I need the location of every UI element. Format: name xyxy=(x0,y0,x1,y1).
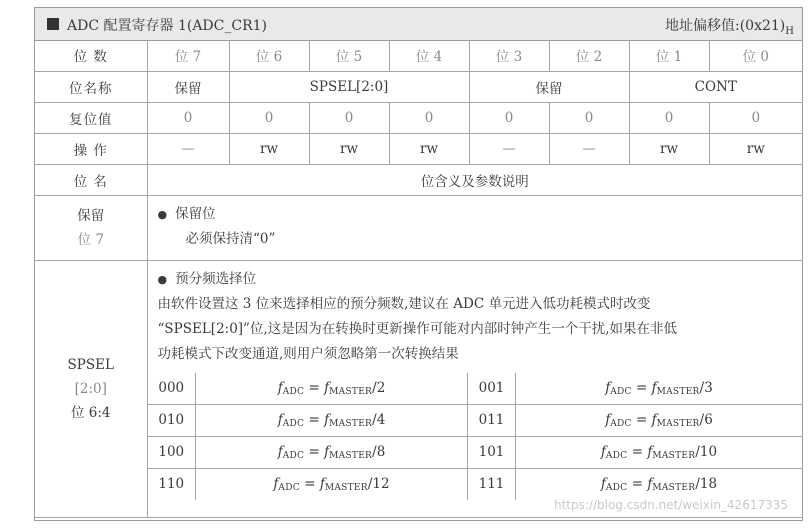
op-cell: rw xyxy=(389,133,469,164)
prescaler-code: 111 xyxy=(468,468,516,500)
op-cell: rw xyxy=(709,133,802,164)
bit-name-cell: 保留 xyxy=(469,71,629,102)
square-bullet-icon xyxy=(47,18,59,30)
bit-name-cell: 保留 xyxy=(147,71,229,102)
prescaler-code: 011 xyxy=(468,404,516,436)
prescaler-formula: $f_{ADC} = f_{MASTER}/3$ xyxy=(516,373,803,405)
bit-cell: 位 2 xyxy=(549,40,629,71)
prescaler-code: 010 xyxy=(148,404,196,436)
row-label: 位名称 xyxy=(35,71,147,102)
reserved-bit-row xyxy=(35,195,802,260)
bit-name-cell: SPSEL[2:0] xyxy=(229,71,469,102)
prescaler-code: 101 xyxy=(468,436,516,468)
reset-cell: 0 xyxy=(147,102,229,133)
reset-cell: 0 xyxy=(469,102,549,133)
bit-name-cell: CONT xyxy=(629,71,802,102)
watermark: https://blog.csdn.net/weixin_42617335 xyxy=(553,498,788,512)
row-label: 复位值 xyxy=(35,102,147,133)
op-cell: rw xyxy=(309,133,389,164)
prescaler-code: 001 xyxy=(468,373,516,405)
prescaler-code: 110 xyxy=(148,468,196,500)
address-offset: 地址偏移值$:(0x21)_H$ xyxy=(665,18,794,37)
prescaler-formula: $f_{ADC} = f_{MASTER}/8$ xyxy=(196,436,468,468)
op-cell: rw xyxy=(229,133,309,164)
operation-row xyxy=(35,133,802,164)
reserved-label: 保留 位 7 xyxy=(35,195,147,260)
op-cell: — xyxy=(147,133,229,164)
bullet-icon: ● xyxy=(157,272,168,286)
bit-cell: 位 6 xyxy=(229,40,309,71)
prescaler-formula: $f_{ADC} = f_{MASTER}/10$ xyxy=(516,436,803,468)
reset-cell: 0 xyxy=(629,102,709,133)
bit-name-row xyxy=(35,71,802,102)
bit-cell: 位 7 xyxy=(147,40,229,71)
bit-cell: 位 1 xyxy=(629,40,709,71)
register-card xyxy=(34,7,803,521)
spsel-description: ● 预分频选择位 由软件设置这 3 位来选择相应的预分频数,建议在 ADC 单元进入低功耗模式时改变 “SPSEL[2:0]”位,这是因为在转换时更新操作可能对内部时钟产生一个干扰,如果在非低 功耗模式下改变通道,则用户须忽略第一次转换结果 000 $f_{ADC} = f_{MASTER}/2$ 001 $f_{ADC} = f_{MASTER}/3$ 010 $f_{ADC} = f_{MASTER}/4$ 011 $f_{ADC} = f_{MASTER}/6$ 100 $f_{ADC} = f_{MASTER}/8$ 101 $f_{ADC} = f_{MASTER}/10$ 110 $f_{ADC} = f_{MASTER}/12$ 111 $f_{ADC} = f_{MASTER}/18$ xyxy=(147,260,802,517)
row-label: 位 数 xyxy=(35,40,147,71)
prescaler-options-table xyxy=(148,373,803,500)
row-label: 操 作 xyxy=(35,133,147,164)
bit-number-row xyxy=(35,40,802,71)
row-label: 位 名 xyxy=(35,164,147,195)
prescaler-formula: $f_{ADC} = f_{MASTER}/12$ xyxy=(196,468,468,500)
bit-cell: 位 4 xyxy=(389,40,469,71)
register-table xyxy=(35,40,802,518)
register-title: ADC 配置寄存器 1(ADC_CR1) xyxy=(67,18,267,34)
op-cell: rw xyxy=(629,133,709,164)
bit-cell: 位 5 xyxy=(309,40,389,71)
prescaler-option-row xyxy=(148,373,803,405)
prescaler-option-row xyxy=(148,436,803,468)
reset-cell: 0 xyxy=(309,102,389,133)
op-cell: — xyxy=(469,133,549,164)
prescaler-formula: $f_{ADC} = f_{MASTER}/6$ xyxy=(516,404,803,436)
prescaler-formula: $f_{ADC} = f_{MASTER}/4$ xyxy=(196,404,468,436)
reset-cell: 0 xyxy=(389,102,469,133)
description-header-row xyxy=(35,164,802,195)
prescaler-formula: $f_{ADC} = f_{MASTER}/18$ xyxy=(516,468,803,500)
bit-cell: 位 0 xyxy=(709,40,802,71)
register-header xyxy=(35,8,802,41)
bit-cell: 位 3 xyxy=(469,40,549,71)
op-cell: — xyxy=(549,133,629,164)
prescaler-code: 000 xyxy=(148,373,196,405)
spsel-row xyxy=(35,260,802,517)
reset-cell: 0 xyxy=(229,102,309,133)
prescaler-formula: $f_{ADC} = f_{MASTER}/2$ xyxy=(196,373,468,405)
reset-value-row xyxy=(35,102,802,133)
reset-cell: 0 xyxy=(549,102,629,133)
prescaler-option-row xyxy=(148,404,803,436)
prescaler-code: 100 xyxy=(148,436,196,468)
spsel-label: SPSEL [2:0] 位 6:4 xyxy=(35,260,147,517)
prescaler-option-row xyxy=(148,468,803,500)
reset-cell: 0 xyxy=(709,102,802,133)
bullet-icon: ● xyxy=(157,207,168,221)
reserved-description: ● 保留位 必须保持清“0” xyxy=(147,195,802,260)
description-heading: 位含义及参数说明 xyxy=(147,164,802,195)
